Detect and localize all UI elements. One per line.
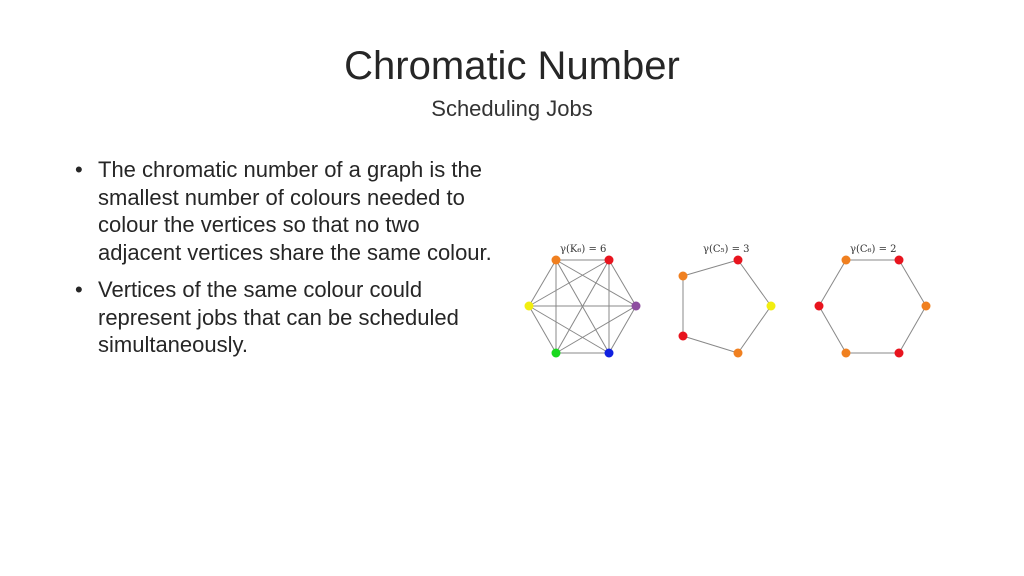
graph-edge: [683, 336, 738, 353]
graph-vertex: [552, 256, 561, 265]
graph-edge: [819, 260, 846, 306]
graph-vertex: [842, 349, 851, 358]
graph-vertex: [525, 302, 534, 311]
graph-vertex: [679, 272, 688, 281]
graph-edge: [819, 306, 846, 353]
graph-vertex: [605, 256, 614, 265]
graph-vertex: [552, 349, 561, 358]
graph-edge: [609, 260, 636, 306]
graph-edge: [899, 306, 926, 353]
graph-c6: [815, 244, 931, 358]
graph-vertex: [679, 332, 688, 341]
bullet-item: [72, 156, 502, 266]
graph-k6: [525, 244, 641, 358]
bullet-text: The chromatic number of a graph is the smallest number of colours needed to colour the vertices so that no two adjacent vertices share the same colour.: [98, 157, 492, 265]
graph-coloring-figures: [515, 236, 945, 366]
graph-edge: [683, 260, 738, 276]
slide-subtitle: Scheduling Jobs: [431, 96, 593, 121]
graph-vertex: [895, 256, 904, 265]
bullet-dot-icon: •: [75, 277, 83, 302]
graph-vertex: [734, 256, 743, 265]
graph-edge: [556, 306, 636, 353]
graph-vertex: [815, 302, 824, 311]
graph-c5: [679, 244, 776, 358]
graph-edge: [738, 306, 771, 353]
graph-vertex: [842, 256, 851, 265]
bullet-dot-icon: •: [75, 157, 83, 182]
graph-k6-label: γ(K₆) = 6: [560, 244, 607, 255]
graph-vertex: [895, 349, 904, 358]
graph-vertex: [734, 349, 743, 358]
graph-vertex: [922, 302, 931, 311]
slide-title: Chromatic Number: [344, 44, 680, 88]
graph-edge: [609, 306, 636, 353]
graph-edge: [529, 260, 556, 306]
graph-c5-label: γ(C₅) = 3: [703, 244, 750, 255]
graph-edge: [529, 306, 556, 353]
graph-edge: [529, 306, 609, 353]
graph-vertex: [632, 302, 641, 311]
bullet-item: [72, 276, 502, 359]
graph-edge: [899, 260, 926, 306]
graph-c6-label: γ(C₆) = 2: [850, 244, 897, 255]
graph-vertex: [767, 302, 776, 311]
graph-vertex: [605, 349, 614, 358]
graph-edge: [738, 260, 771, 306]
bullet-text: Vertices of the same colour could represent jobs that can be scheduled simultaneously.: [98, 277, 459, 357]
bullet-list: [72, 156, 502, 369]
